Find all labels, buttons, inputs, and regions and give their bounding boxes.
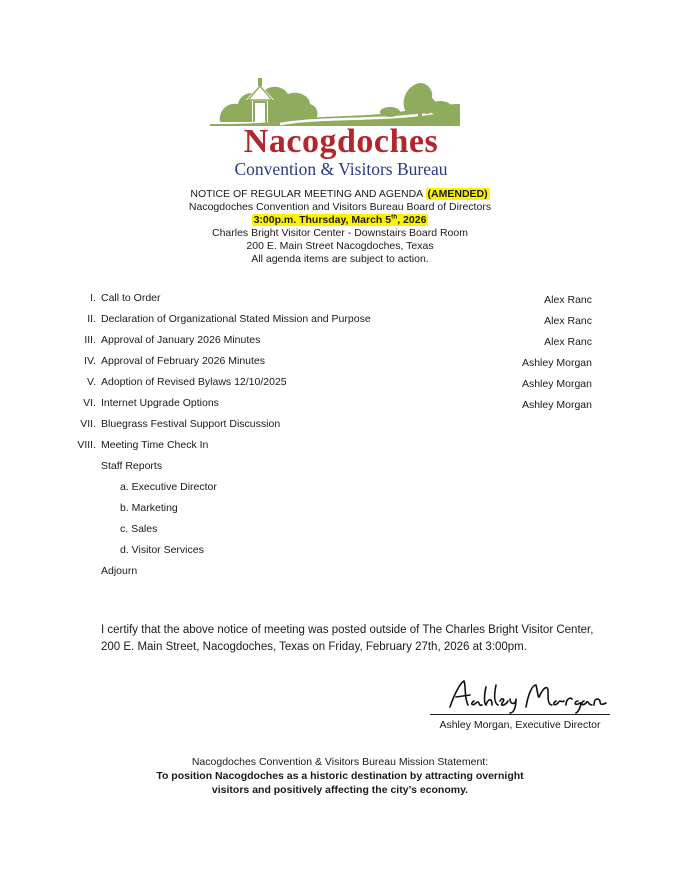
amended-badge: (AMENDED) xyxy=(427,188,488,200)
staff-reports-label: Staff Reports xyxy=(101,460,163,472)
mission-line-2: visitors and positively affecting the city’s economy. xyxy=(211,784,469,796)
logo xyxy=(210,70,472,182)
adjourn-row xyxy=(0,565,680,579)
mission-statement xyxy=(0,755,680,797)
agenda-item xyxy=(0,376,680,390)
agenda-item xyxy=(0,334,680,348)
agenda-item-number: V. xyxy=(87,376,96,388)
staff-reports-heading xyxy=(0,460,680,474)
agenda-item-owner: Alex Ranc xyxy=(544,294,592,306)
agenda-item xyxy=(0,355,680,369)
staff-report-item xyxy=(0,523,680,537)
staff-report-item xyxy=(0,502,680,516)
agenda-item-number: VII. xyxy=(80,418,96,430)
meeting-datetime-part1: 3:00p.m. Thursday, March 5 xyxy=(253,214,392,226)
agenda-item-owner: Ashley Morgan xyxy=(521,378,592,390)
agenda-item-text: Call to Order xyxy=(101,292,161,304)
staff-report-text: b. Marketing xyxy=(120,502,178,514)
meeting-header xyxy=(0,188,680,266)
agenda-item-owner: Alex Ranc xyxy=(544,315,592,327)
board-name: Nacogdoches Convention and Visitors Bureau Board of Directors xyxy=(188,201,492,213)
mission-heading: Nacogdoches Convention & Visitors Bureau Mission Statement: xyxy=(191,756,489,768)
staff-report-item xyxy=(0,481,680,495)
agenda-item-number: IV. xyxy=(84,355,96,367)
agenda-item-number: VIII. xyxy=(77,439,96,451)
logo-landscape-graphic xyxy=(210,70,472,130)
staff-report-text: c. Sales xyxy=(120,523,158,535)
agenda-item xyxy=(0,418,680,432)
notice-title xyxy=(0,188,680,201)
meeting-location: Charles Bright Visitor Center - Downstairs Board Room xyxy=(212,227,468,239)
logo-subtitle: Convention & Visitors Bureau xyxy=(234,159,448,179)
meeting-datetime-sup: th xyxy=(391,213,398,221)
meeting-address: 200 E. Main Street Nacogdoches, Texas xyxy=(246,240,434,252)
meeting-datetime-highlight xyxy=(252,214,429,226)
meeting-datetime-part2: , 2026 xyxy=(397,214,427,226)
agenda-item-text: Internet Upgrade Options xyxy=(101,397,219,409)
agenda-item-number: I. xyxy=(90,292,96,304)
agenda-item xyxy=(0,439,680,453)
agenda-item-text: Declaration of Organizational Stated Mission and Purpose xyxy=(101,313,371,325)
agenda-item-number: III. xyxy=(84,334,96,346)
agenda-item-owner: Ashley Morgan xyxy=(521,357,592,369)
agenda-item-number: II. xyxy=(87,313,96,325)
signer-name: Ashley Morgan, Executive Director xyxy=(439,719,601,731)
agenda-item-text: Approval of February 2026 Minutes xyxy=(101,355,266,367)
agenda-item-text: Meeting Time Check In xyxy=(101,439,209,451)
agenda-item-number: VI. xyxy=(83,397,96,409)
action-note: All agenda items are subject to action. xyxy=(251,253,429,265)
adjourn-label: Adjourn xyxy=(101,565,138,577)
staff-report-text: d. Visitor Services xyxy=(120,544,204,556)
agenda-item xyxy=(0,397,680,411)
signature-line xyxy=(430,714,610,715)
agenda-item-owner: Ashley Morgan xyxy=(521,399,592,411)
agenda-item-text: Adoption of Revised Bylaws 12/10/2025 xyxy=(101,376,287,388)
agenda-item xyxy=(0,292,680,306)
agenda-item-text: Bluegrass Festival Support Discussion xyxy=(101,418,281,430)
agenda-item-owner: Alex Ranc xyxy=(544,336,592,348)
agenda-item xyxy=(0,313,680,327)
certification-statement: I certify that the above notice of meeting was posted outside of The Charles Bright Visitor Center, 200 E. Main Street, Nacogdoches, Texas on Friday, February 27th, 2026 at 3:00pm. xyxy=(101,624,594,653)
notice-title-text: NOTICE OF REGULAR MEETING AND AGENDA xyxy=(190,188,423,200)
meeting-datetime xyxy=(0,214,680,227)
staff-report-item xyxy=(0,544,680,558)
agenda-item-text: Approval of January 2026 Minutes xyxy=(101,334,261,346)
logo-title: Nacogdoches xyxy=(243,123,439,160)
staff-report-text: a. Executive Director xyxy=(120,481,217,493)
signature-image xyxy=(430,675,610,715)
mission-line-1: To position Nacogdoches as a historic destination by attracting overnight xyxy=(156,770,524,782)
